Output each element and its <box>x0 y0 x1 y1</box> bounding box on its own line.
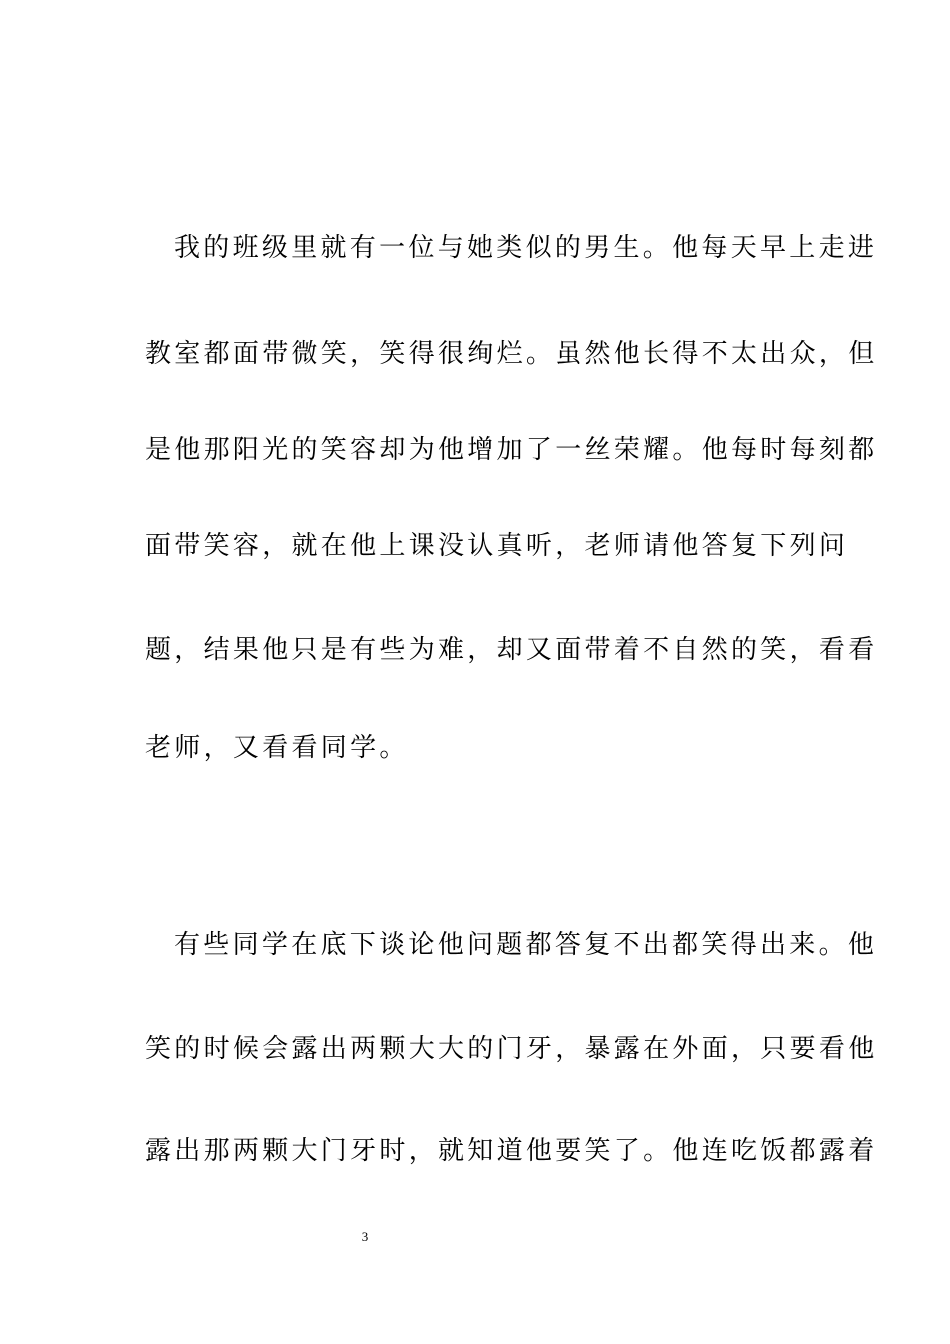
paragraph-2-line-2: 笑的时候会露出两颗大大的门牙，暴露在外面，只要看他 <box>145 1034 878 1064</box>
paragraph-1-line-3: 是他那阳光的笑容却为他增加了一丝荣耀。他每时每刻都 <box>145 435 878 465</box>
paragraph-2-line-1: 有些同学在底下谈论他问题都答复不出都笑得出来。他 <box>174 930 878 960</box>
paragraph-1-line-6: 老师，又看看同学。 <box>145 733 409 763</box>
paragraph-1-line-4: 面带笑容，就在他上课没认真听，老师请他答复下列问 <box>145 531 849 561</box>
paragraph-1-line-1: 我的班级里就有一位与她类似的男生。他每天早上走进 <box>174 233 878 263</box>
paragraph-2-line-3: 露出那两颗大门牙时，就知道他要笑了。他连吃饭都露着 <box>145 1136 878 1166</box>
paragraph-1-line-5: 题，结果他只是有些为难，却又面带着不自然的笑，看看 <box>145 635 878 665</box>
paragraph-1-line-2: 教室都面带微笑，笑得很绚烂。虽然他长得不太出众，但 <box>145 339 878 369</box>
page-number: 3 <box>361 1229 369 1244</box>
